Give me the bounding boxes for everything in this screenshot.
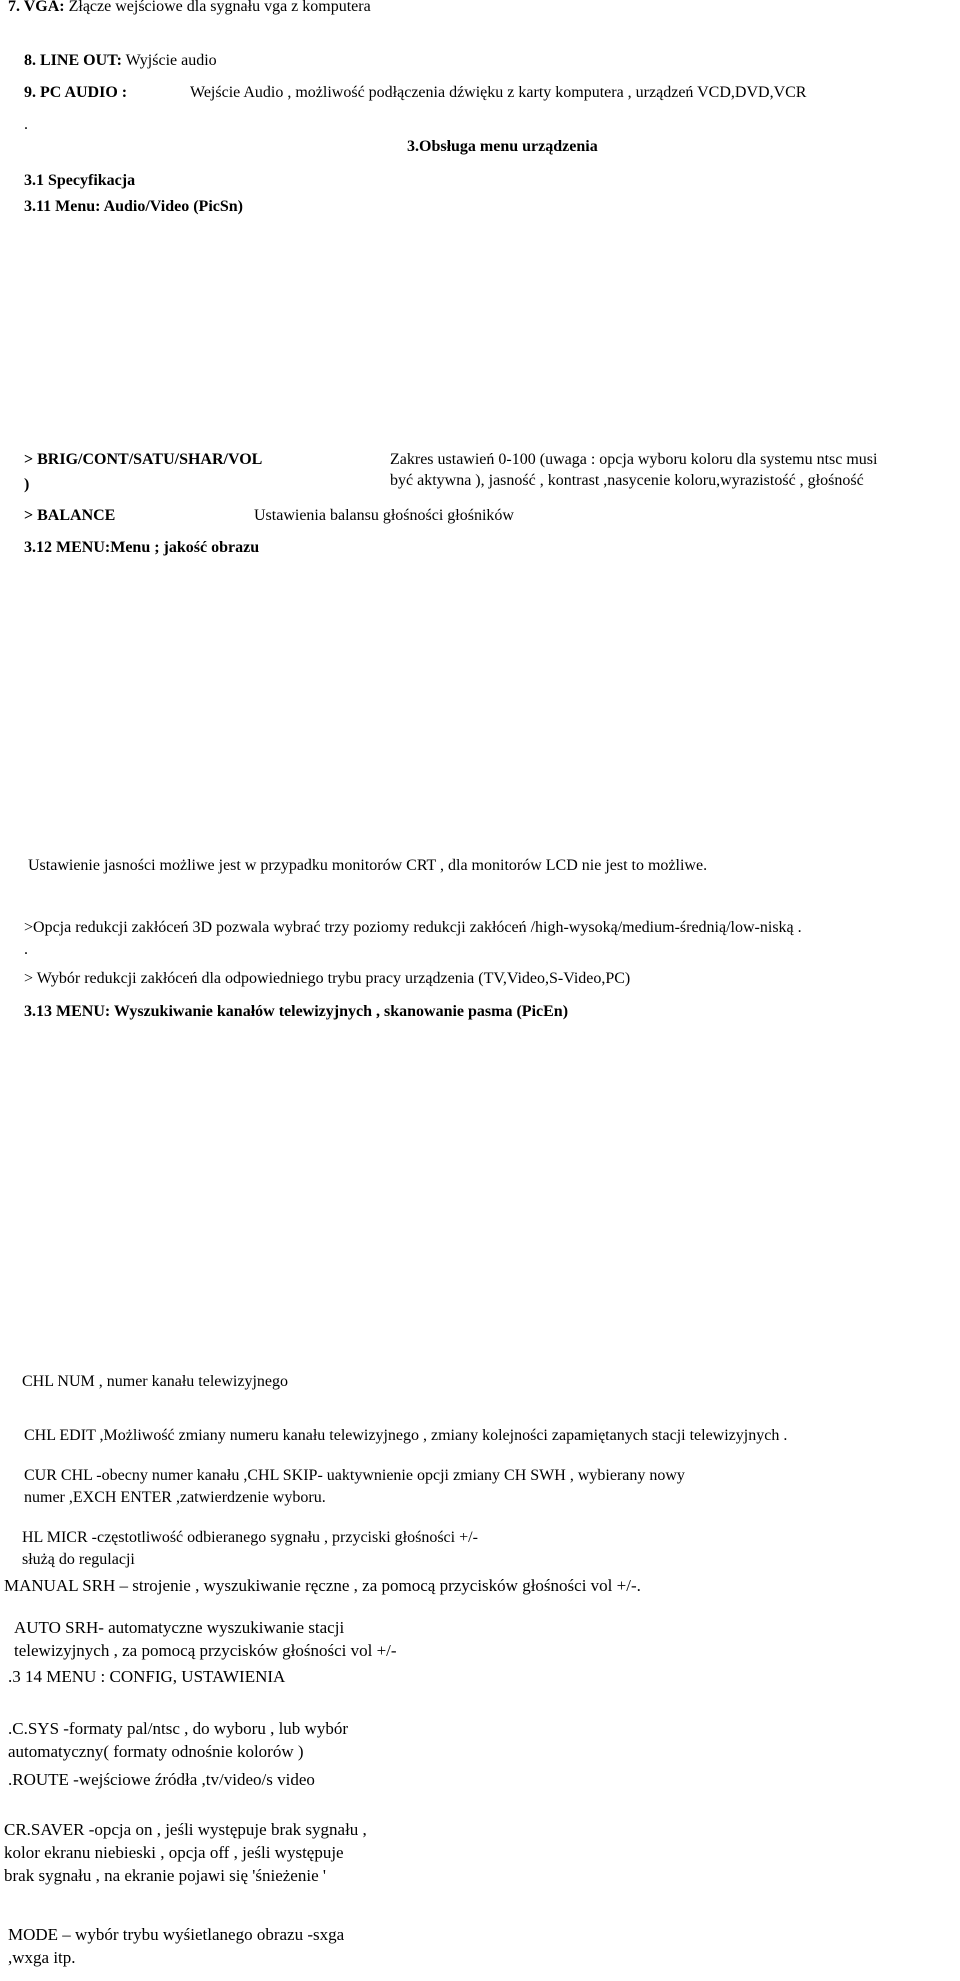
hl-micr-line1: HL MICR -częstotliwość odbieranego sygnału , przyciski głośności +/-	[22, 1529, 478, 1546]
balance-label: > BALANCE	[24, 507, 116, 524]
menu314-heading: .3 14 MENU : CONFIG, USTAWIENIA	[8, 1667, 286, 1686]
mode-line2: ,wxga itp.	[8, 1948, 76, 1967]
csys-line1: .C.SYS -formaty pal/ntsc , do wyboru , lub wybór	[8, 1719, 348, 1738]
crsaver-line2: kolor ekranu niebieski , opcja off , jeśli występuje	[4, 1843, 344, 1862]
route-text: .ROUTE -wejściowe źródła ,tv/video/s video	[8, 1770, 315, 1789]
spec-heading: 3.1 Specyfikacja	[24, 172, 136, 189]
brig-label: > BRIG/CONT/SATU/SHAR/VOL	[24, 451, 263, 468]
auto-srh-line2: telewizyjnych , za pomocą przycisków głośności vol +/-	[14, 1641, 397, 1660]
menu-audio-video-heading: 3.11 Menu: Audio/Video (PicSn)	[24, 198, 243, 215]
noise-reduction-text: >Opcja redukcji zakłóceń 3D pozwala wybrać trzy poziomy redukcji zakłóceń /high-wysoką/medium-średnią/low-niską .	[24, 919, 802, 936]
vga-item	[8, 0, 371, 17]
pcaudio-text: Wejście Audio , możliwość podłączenia dźwięku z karty komputera , urządzeń VCD,DVD,VCR	[190, 84, 807, 101]
hl-micr-line2: służą do regulacji	[22, 1551, 135, 1568]
csys-line2: automatyczny( formaty odnośnie kolorów )	[8, 1742, 304, 1761]
vga-label: 7. VGA:	[8, 0, 65, 15]
mode-line1: MODE – wybór trybu wyśietlanego obrazu -sxga	[8, 1925, 345, 1944]
crsaver-line3: brak sygnału , na ekranie pojawi się 'śnieżenie '	[4, 1866, 326, 1885]
brig-desc-line2: być aktywna ), jasność , kontrast ,nasycenie koloru,wyrazistość , głośność	[390, 472, 864, 489]
chl-edit-text: CHL EDIT ,Możliwość zmiany numeru kanału telewizyjnego , zmiany kolejności zapamiętanych stacji telewizyjnych .	[24, 1427, 788, 1444]
noise-dot: .	[24, 941, 28, 958]
cur-chl-line2: numer ,EXCH ENTER ,zatwierdzenie wyboru.	[24, 1489, 326, 1506]
vga-text: Złącze wejściowe dla sygnału vga z komputera	[64, 0, 371, 15]
header-dot: .	[24, 116, 28, 133]
lineout-label: 8. LINE OUT:	[24, 52, 122, 69]
balance-desc: Ustawienia balansu głośności głośników	[254, 507, 514, 524]
manual-srh-text: MANUAL SRH – strojenie , wyszukiwanie ręczne , za pomocą przycisków głośności vol +/-.	[4, 1576, 641, 1595]
brig-label-cont: )	[24, 476, 30, 493]
lineout-text: Wyjście audio	[121, 52, 217, 69]
section-title: 3.Obsługa menu urządzenia	[407, 138, 598, 155]
menu313-heading: 3.13 MENU: Wyszukiwanie kanałów telewizyjnych , skanowanie pasma (PicEn)	[24, 1003, 569, 1020]
lineout-item	[24, 51, 217, 71]
mode-select-text: > Wybór redukcji zakłóceń dla odpowiedniego trybu pracy urządzenia (TV,Video,S-Video,PC)	[24, 970, 631, 987]
cur-chl-line1: CUR CHL -obecny numer kanału ,CHL SKIP- uaktywnienie opcji zmiany CH SWH , wybierany nowy	[24, 1467, 685, 1484]
brig-desc-line1: Zakres ustawień 0-100 (uwaga : opcja wyboru koloru dla systemu ntsc musi	[390, 451, 878, 468]
auto-srh-line1: AUTO SRH- automatyczne wyszukiwanie stacji	[14, 1618, 345, 1637]
pcaudio-label: 9. PC AUDIO :	[24, 84, 128, 101]
chl-num-text: CHL NUM , numer kanału telewizyjnego	[22, 1373, 289, 1390]
menu312-heading: 3.12 MENU:Menu ; jakość obrazu	[24, 539, 260, 556]
brightness-note: Ustawienie jasności możliwe jest w przypadku monitorów CRT , dla monitorów LCD nie jest to możliwe.	[28, 857, 708, 874]
crsaver-line1: CR.SAVER -opcja on , jeśli występuje brak sygnału ,	[4, 1820, 367, 1839]
